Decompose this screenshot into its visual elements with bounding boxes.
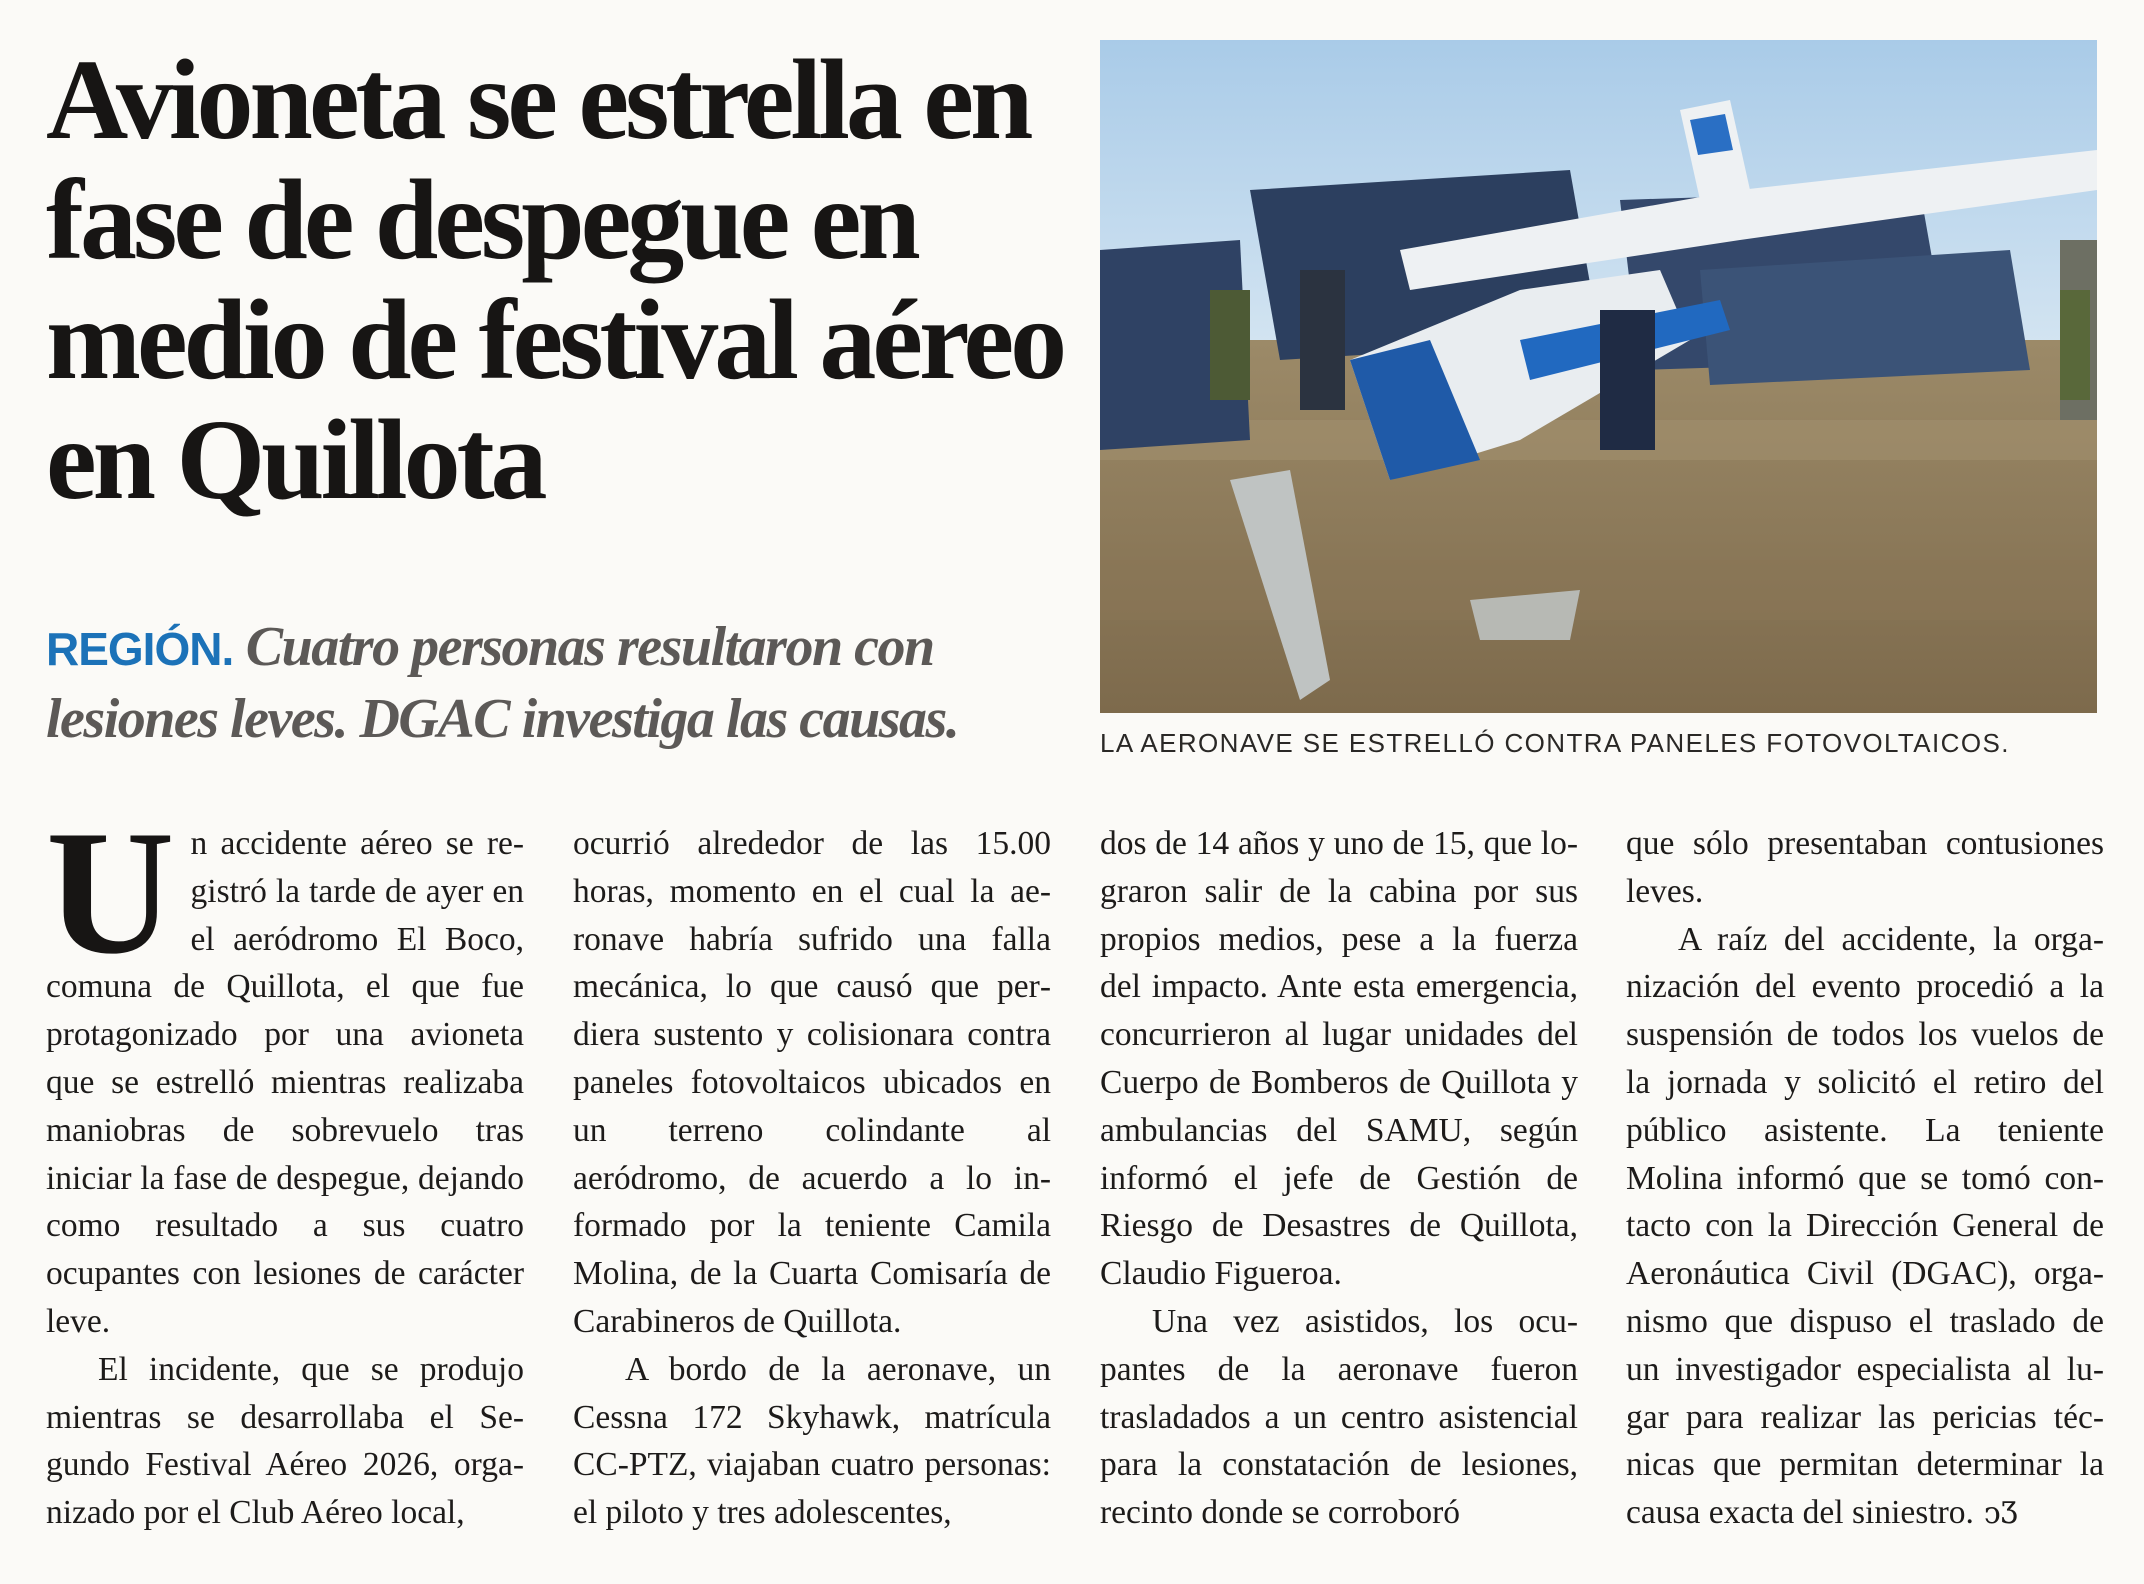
body-column-3 — [1100, 820, 1578, 1550]
body-paragraph: El incidente, que se produjo mientras se desarrollaba el Segundo Festival Aéreo 2026, organizado por el Club Aéreo local, — [46, 1350, 524, 1532]
section-label: REGIÓN. — [46, 623, 234, 675]
photo-caption: LA AERONAVE SE ESTRELLÓ CONTRA PANELES FOTOVOLTAICOS. — [1100, 728, 2010, 758]
body-paragraph — [1626, 916, 2104, 1538]
body-paragraph: ocurrió alrededor de las 15.00 horas, momento en el cual la aeronave habría sufrido una falla mecánica, lo que causó que perdiera sustento y colisionara contra paneles fotovoltaicos ubicados en un terreno colindante al aeródromo, de acuerdo a lo informado por la teniente Camila Molina, de la Cuarta Comisaría de Carabineros de Quillota. — [573, 825, 1051, 1340]
body-column-1 — [46, 820, 524, 1550]
body-paragraph — [46, 820, 524, 1346]
deck-text: Cuatro personas resultaron con lesiones leves. DGAC investiga las causas. — [46, 616, 959, 750]
body-column-2 — [573, 820, 1051, 1550]
paragraph-text: A raíz del accidente, la organización del evento procedió a la suspensión de todos los vuelos de la jornada y solicitó el retiro del público asistente. La teniente Molina informó que se tomó contacto con la Dirección General de Aeronáutica Civil (DGAC), organismo que dispuso el traslado de un investigador especialista al lugar para realizar las pericias técnicas que permitan determinar la causa exacta del siniestro. — [1626, 920, 2104, 1532]
body-column-4 — [1626, 820, 2104, 1550]
end-mark: ↄƷ — [1983, 1496, 2018, 1532]
body-paragraph: Una vez asistidos, los ocupantes de la aeronave fueron trasladados a un centro asistencial para la constatación de lesiones, recinto donde se corroboró — [1100, 1302, 1578, 1532]
crash-photo — [1100, 40, 2097, 713]
headline: Avioneta se estrella en fase de despegue en medio de festival aéreo en Quillota — [46, 36, 1064, 523]
body-paragraph: dos de 14 años y uno de 15, que lograron salir de la cabina por sus propios medios, pese a la fuerza del impacto. Ante esta emergencia, concurrieron al lugar unidades del Cuerpo de Bomberos de Quillota y ambulancias del SAMU, según informó el jefe de Gestión de Riesgo de Desastres de Quillota, Claudio Figueroa. — [1100, 825, 1578, 1293]
deck — [46, 612, 1086, 754]
paragraph-text: n accidente aéreo se registró la tarde de ayer en el aeródromo El Boco, comuna de Quillota, el que fue protagonizado por una avioneta que se estrelló mientras realizaba maniobras de sobrevuelo tras iniciar la fase de despegue, dejando como resultado a sus cuatro ocupantes con lesiones de carácter leve. — [46, 825, 524, 1340]
body-paragraph: que sólo presentaban contusiones leves. — [1626, 825, 2104, 910]
drop-cap: U — [46, 820, 175, 991]
body-paragraph: A bordo de la aeronave, un Cessna 172 Skyhawk, matrícula CC-PTZ, viajaban cuatro personas: el piloto y tres adolescentes, — [573, 1350, 1051, 1532]
